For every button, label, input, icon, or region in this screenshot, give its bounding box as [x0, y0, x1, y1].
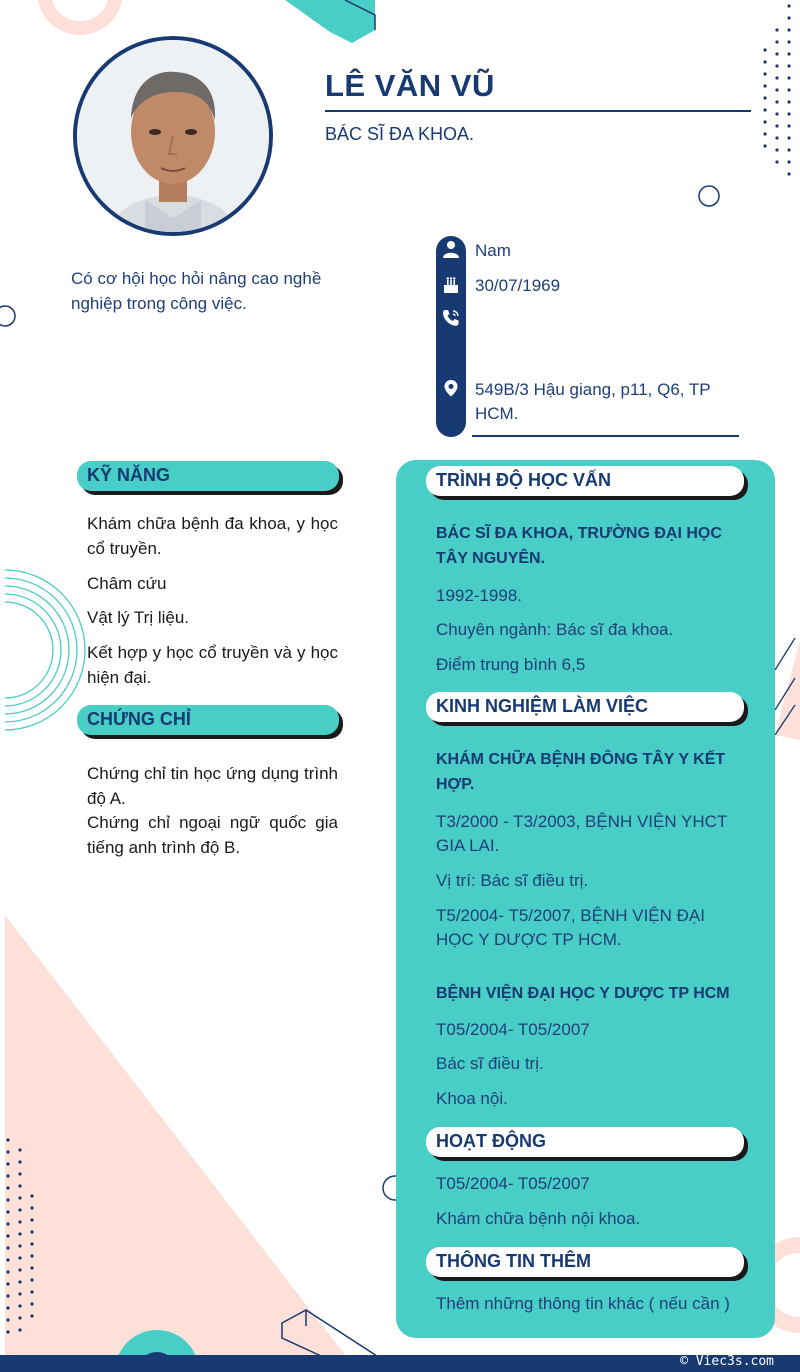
education-gpa: Điểm trung bình 6,5	[436, 655, 586, 674]
job-detail: Vị trí: Bác sĩ điều trị.	[436, 871, 589, 890]
job-detail: T5/2004- T5/2007, BỆNH VIỆN ĐẠI HỌC Y DƯỢC TP HCM.	[436, 906, 705, 949]
activity-detail: T05/2004- T05/2007	[436, 1174, 590, 1193]
extra-info-detail: Thêm những thông tin khác ( nếu cần )	[436, 1294, 730, 1313]
experience-heading: KINH NGHIỆM LÀM VIỆC	[436, 696, 649, 716]
certificate-item: Chứng chỉ ngoại ngữ quốc gia tiếng anh trình độ B.	[87, 813, 338, 857]
skills-heading: KỸ NĂNG	[87, 465, 171, 485]
education-years: 1992-1998.	[436, 586, 523, 605]
contact-icon-bar	[436, 236, 466, 437]
skill-item: Châm cứu	[87, 574, 167, 593]
certificates-header	[77, 705, 339, 735]
job-detail: Khoa nội.	[436, 1089, 508, 1108]
skill-item: Vật lý Trị liệu.	[87, 608, 190, 627]
job-title-2: BỆNH VIỆN ĐẠI HỌC Y DƯỢC TP HCM	[436, 985, 730, 1002]
job-detail: T3/2000 - T3/2003, BỆNH VIỆN YHCT GIA LAI.	[436, 812, 728, 855]
skills-header	[77, 461, 339, 491]
activities-heading: HOẠT ĐỘNG	[436, 1131, 546, 1151]
certificates-heading: CHỨNG CHỈ	[87, 709, 191, 729]
avatar-portrait	[77, 40, 269, 232]
education-school: BÁC SĨ ĐA KHOA, TRƯỜNG ĐẠI HỌC TÂY NGUYÊN.	[436, 525, 722, 567]
activities-header	[426, 1127, 744, 1157]
birthday-value: 30/07/1969	[475, 276, 561, 295]
job-detail: T05/2004- T05/2007	[436, 1020, 590, 1039]
phone-icon	[440, 307, 462, 329]
career-objective: Có cơ hội học hỏi nâng cao nghề nghiệp trong công việc.	[71, 269, 322, 313]
gender-value: Nam	[475, 241, 511, 260]
watermark: © Viec3s.com	[680, 1354, 774, 1369]
skill-item: Kết hợp y học cổ truyền và y học hiện đại.	[87, 643, 338, 687]
address-value: 549B/3 Hậu giang, p11, Q6, TP HCM.	[475, 380, 711, 423]
birthday-cake-icon	[440, 274, 462, 296]
job-detail: Bác sĩ điều trị.	[436, 1054, 544, 1073]
location-pin-icon	[440, 377, 462, 399]
extra-info-header	[426, 1247, 744, 1277]
name-divider	[325, 110, 751, 112]
job-title-1: KHÁM CHỮA BỆNH ĐÔNG TÂY Y KẾT HỢP.	[436, 751, 726, 793]
skill-item: Khám chữa bệnh đa khoa, y học cổ truyền.	[87, 514, 338, 558]
candidate-name: LÊ VĂN VŨ	[325, 68, 495, 103]
profile-photo	[73, 36, 273, 236]
experience-header	[426, 692, 744, 722]
extra-info-heading: THÔNG TIN THÊM	[436, 1251, 591, 1271]
education-major: Chuyên ngành: Bác sĩ đa khoa.	[436, 620, 674, 639]
activity-detail: Khám chữa bệnh nội khoa.	[436, 1209, 641, 1228]
certificate-item: Chứng chỉ tin học ứng dụng trình độ A.	[87, 764, 338, 808]
education-heading: TRÌNH ĐỘ HỌC VẤN	[436, 470, 611, 490]
education-header	[426, 466, 744, 496]
user-icon	[440, 238, 462, 260]
job-title: BÁC SĨ ĐA KHOA.	[325, 124, 475, 144]
contact-divider	[472, 435, 739, 437]
